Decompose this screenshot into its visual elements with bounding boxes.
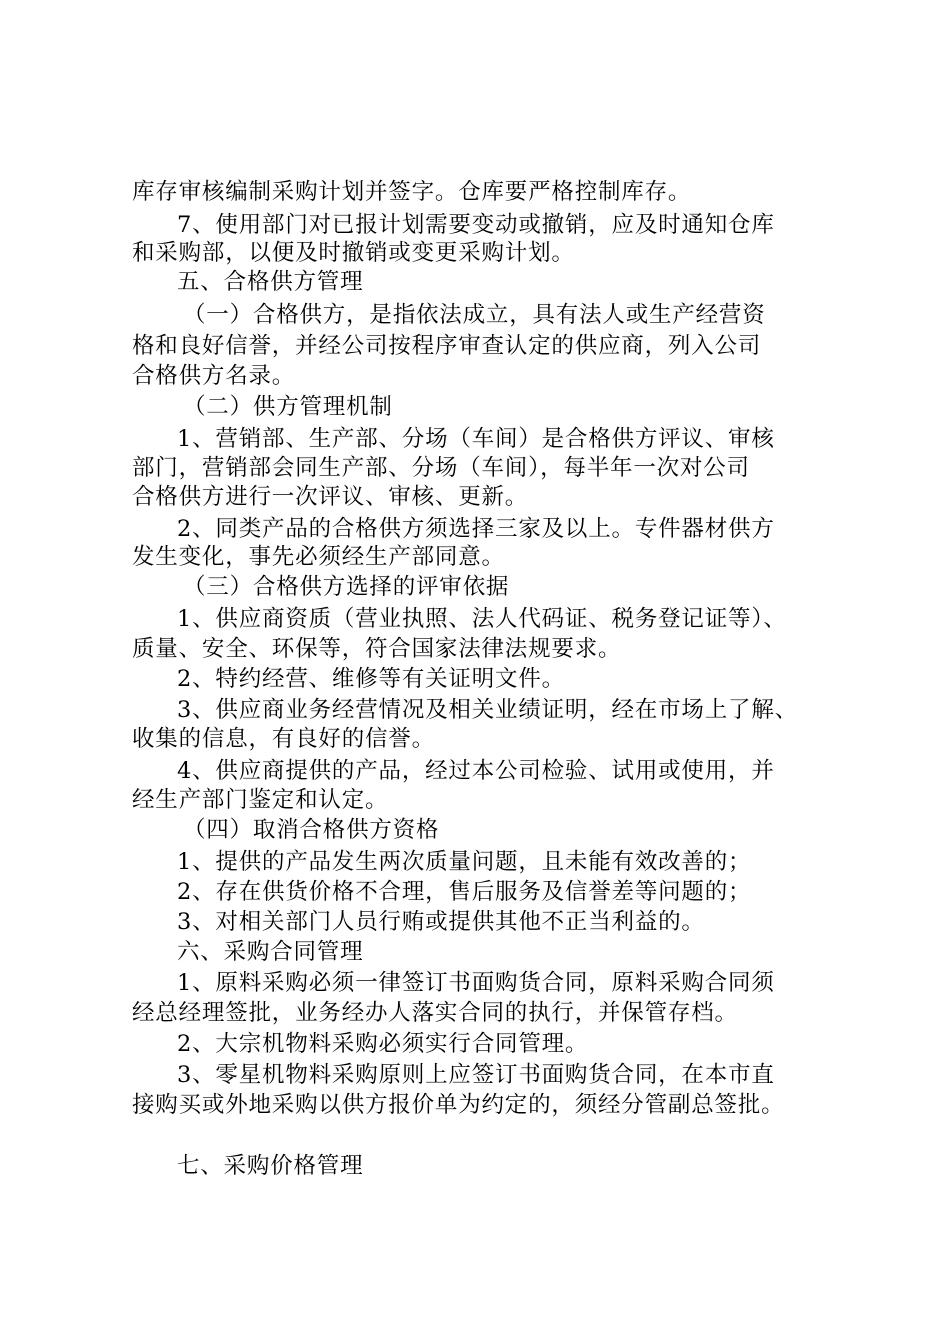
subsection-heading: （四）取消合格供方资格 bbox=[183, 817, 440, 843]
paragraph-line: 收集的信息，有良好的信誉。 bbox=[132, 726, 435, 752]
section-heading: 七、采购价格管理 bbox=[177, 1153, 364, 1179]
paragraph-line: 格和良好信誉，并经公司按程序审查认定的供应商，列入公司 bbox=[132, 333, 762, 359]
subsection-heading: （二）供方管理机制 bbox=[183, 394, 393, 420]
paragraph-line: 库存审核编制采购计划并签字。仓库要严格控制库存。 bbox=[132, 179, 692, 205]
subsection-heading: （三）合格供方选择的评审依据 bbox=[183, 574, 510, 600]
paragraph-line: 4、供应商提供的产品，经过本公司检验、试用或使用，并 bbox=[177, 758, 775, 784]
paragraph-line: 经生产部门鉴定和认定。 bbox=[132, 787, 389, 813]
paragraph-line: 1、提供的产品发生两次质量问题，且未能有效改善的； bbox=[177, 849, 752, 875]
paragraph-line: 发生变化，事先必须经生产部同意。 bbox=[132, 544, 505, 570]
paragraph-line: 合格供方名录。 bbox=[132, 363, 296, 389]
paragraph-line: 质量、安全、环保等，符合国家法律法规要求。 bbox=[132, 636, 622, 662]
paragraph-line: 1、营销部、生产部、分场（车间）是合格供方评议、审核 bbox=[177, 426, 775, 452]
paragraph-line: 合格供方进行一次评议、审核、更新。 bbox=[132, 484, 529, 510]
section-heading: 五、合格供方管理 bbox=[177, 269, 364, 295]
paragraph-line: 3、供应商业务经营情况及相关业绩证明，经在市场上了解、 bbox=[177, 697, 798, 723]
section-heading: 六、采购合同管理 bbox=[177, 939, 364, 965]
paragraph-line: 接购买或外地采购以供方报价单为约定的，须经分管副总签批。 bbox=[132, 1092, 785, 1118]
paragraph-line: 和采购部，以便及时撤销或变更采购计划。 bbox=[132, 240, 575, 266]
paragraph-line: 3、对相关部门人员行贿或提供其他不正当利益的。 bbox=[177, 909, 705, 935]
paragraph-line: 2、存在供货价格不合理，售后服务及信誉差等问题的； bbox=[177, 879, 752, 905]
paragraph-line: 1、供应商资质（营业执照、法人代码证、税务登记证等）、 bbox=[177, 606, 787, 632]
paragraph-line: 2、特约经营、维修等有关证明文件。 bbox=[177, 666, 565, 692]
paragraph-line: 1、原料采购必须一律签订书面购货合同，原料采购合同须 bbox=[177, 970, 775, 996]
paragraph-line: 2、大宗机物料采购必须实行合同管理。 bbox=[177, 1031, 589, 1057]
paragraph-line: 经总经理签批，业务经办人落实合同的执行，并保管存档。 bbox=[132, 1000, 738, 1026]
paragraph-line: 3、零星机物料采购原则上应签订书面购货合同，在本市直 bbox=[177, 1062, 775, 1088]
paragraph-line: 2、同类产品的合格供方须选择三家及以上。专件器材供方 bbox=[177, 516, 775, 542]
paragraph-line: 7、使用部门对已报计划需要变动或撤销，应及时通知仓库 bbox=[177, 212, 775, 238]
subsection-heading: （一）合格供方，是指依法成立，具有法人或生产经营资 bbox=[183, 302, 766, 328]
paragraph-line: 部门，营销部会同生产部、分场（车间），每半年一次对公司 bbox=[132, 455, 750, 481]
